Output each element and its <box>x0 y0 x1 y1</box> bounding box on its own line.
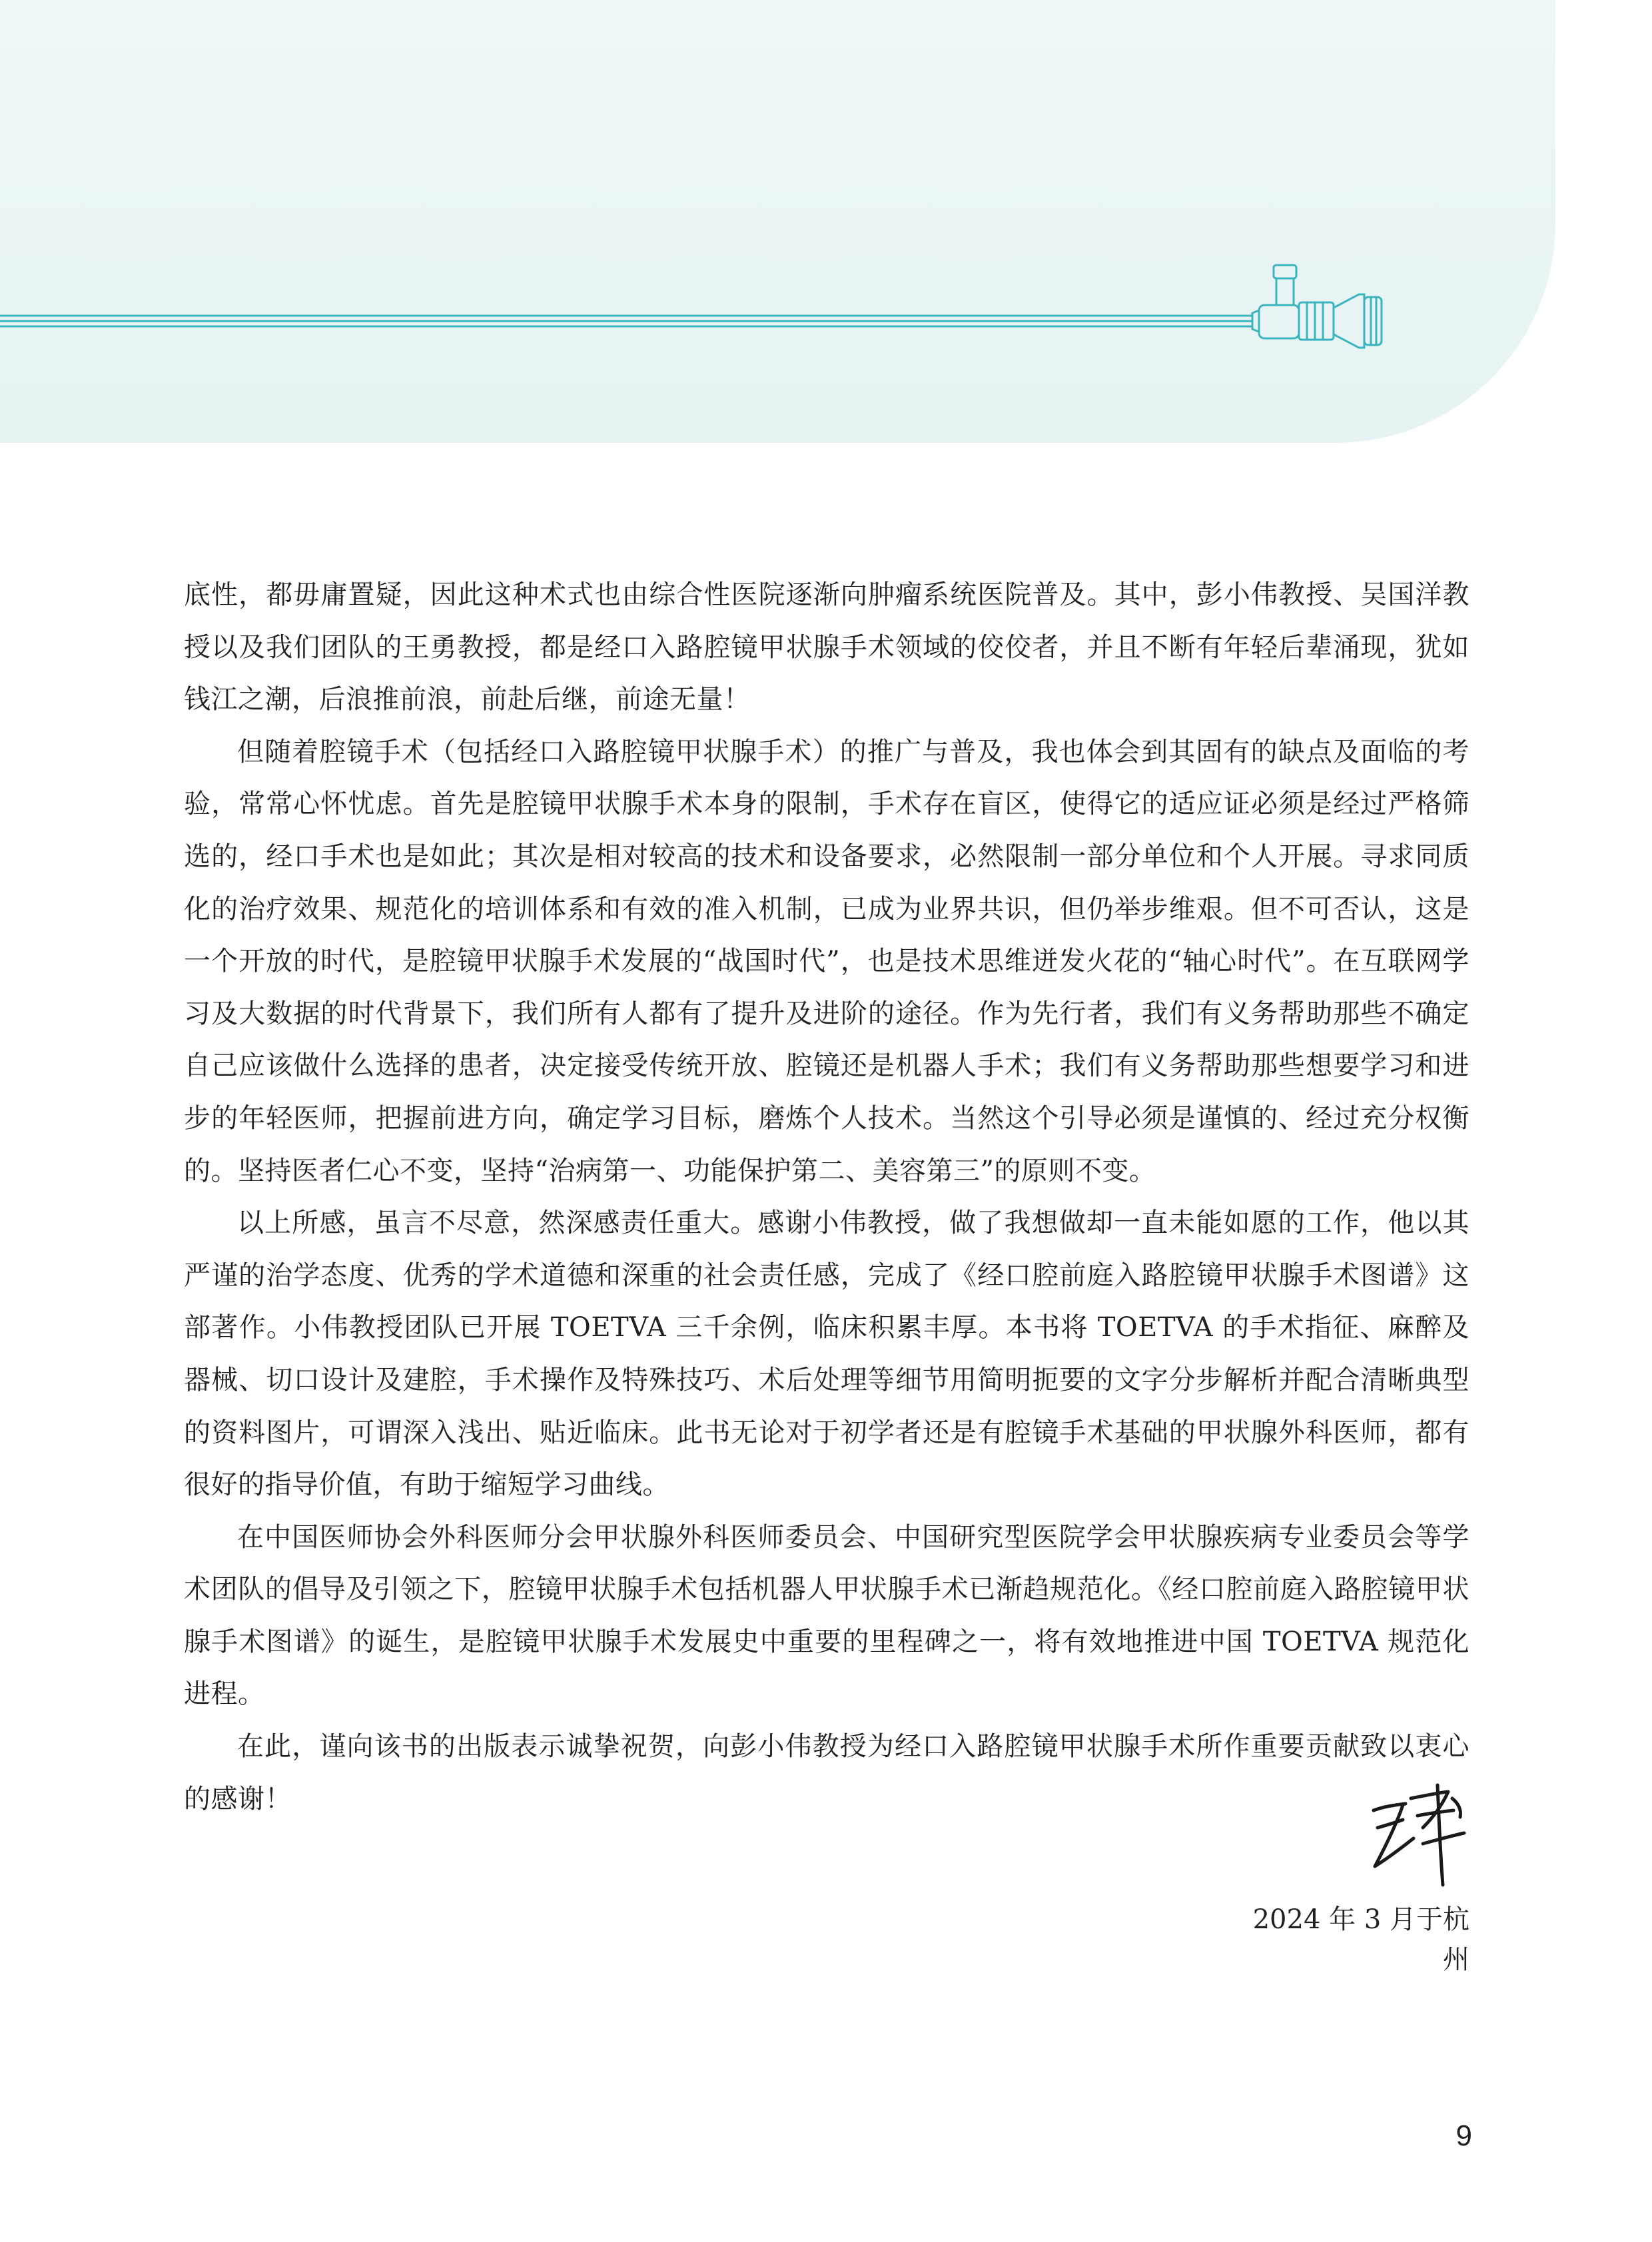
paragraph-5: 在此，谨向该书的出版表示诚挚祝贺，向彭小伟教授为经口入路腔镜甲状腺手术所作重要贡献致以衷心的感谢！ <box>184 1731 1469 1814</box>
paragraph-4: 在中国医师协会外科医师分会甲状腺外科医师委员会、中国研究型医院学会甲状腺疾病专业委员会等学术团队的倡导及引领之下，腔镜甲状腺手术包括机器人甲状腺手术已渐趋规范化。《经口腔前庭入路腔镜甲状腺手术图谱》的诞生，是腔镜甲状腺手术发展史中重要的里程碑之一，将有效地推进中国 TOETVA 规范化进程。 <box>184 1521 1469 1710</box>
body-text <box>184 569 1469 1825</box>
paragraph-3: 以上所感，虽言不尽意，然深感责任重大。感谢小伟教授，做了我想做却一直未能如愿的工作，他以其严谨的治学态度、优秀的学术道德和深重的社会责任感，完成了《经口腔前庭入路腔镜甲状腺手术图谱》这部著作。小伟教授团队已开展 TOETVA 三千余例，临床积累丰厚。本书将 TOETVA 的手术指征、麻醉及器械、切口设计及建腔，手术操作及特殊技巧、术后处理等细节用简明扼要的文字分步解析并配合清晰典型的资料图片，可谓深入浅出、贴近临床。此书无论对于初学者还是有腔镜手术基础的甲状腺外科医师，都有很好的指导价值，有助于缩短学习曲线。 <box>184 1208 1469 1501</box>
signature-date: 2024 年 3 月于杭州 <box>1252 1904 1469 1975</box>
header-band <box>0 0 1555 443</box>
page-number: 9 <box>1455 2119 1472 2152</box>
endoscope-icon <box>0 0 1555 443</box>
paragraph-1: 底性，都毋庸置疑，因此这种术式也由综合性医院逐渐向肿瘤系统医院普及。其中，彭小伟教授、吴国洋教授以及我们团队的王勇教授，都是经口入路腔镜甲状腺手术领域的佼佼者，并且不断有年轻后辈涌现，犹如钱江之潮，后浪推前浪，前赴后继，前途无量！ <box>184 579 1469 715</box>
handwritten-signature <box>1359 1772 1492 1894</box>
paragraph-2: 但随着腔镜手术（包括经口入路腔镜甲状腺手术）的推广与普及，我也体会到其固有的缺点及面临的考验，常常心怀忧虑。首先是腔镜甲状腺手术本身的限制，手术存在盲区，使得它的适应证必须是经过严格筛选的，经口手术也是如此；其次是相对较高的技术和设备要求，必然限制一部分单位和个人开展。寻求同质化的治疗效果、规范化的培训体系和有效的准入机制，已成为业界共识，但仍举步维艰。但不可否认，这是一个开放的时代，是腔镜甲状腺手术发展的“战国时代”，也是技术思维迸发火花的“轴心时代”。在互联网学习及大数据的时代背景下，我们所有人都有了提升及进阶的途径。作为先行者，我们有义务帮助那些不确定自己应该做什么选择的患者，决定接受传统开放、腔镜还是机器人手术；我们有义务帮助那些想要学习和进步的年轻医师，把握前进方向，确定学习目标，磨炼个人技术。当然这个引导必须是谨慎的、经过充分权衡的。坚持医者仁心不变，坚持“治病第一、功能保护第二、美容第三”的原则不变。 <box>184 736 1469 1186</box>
